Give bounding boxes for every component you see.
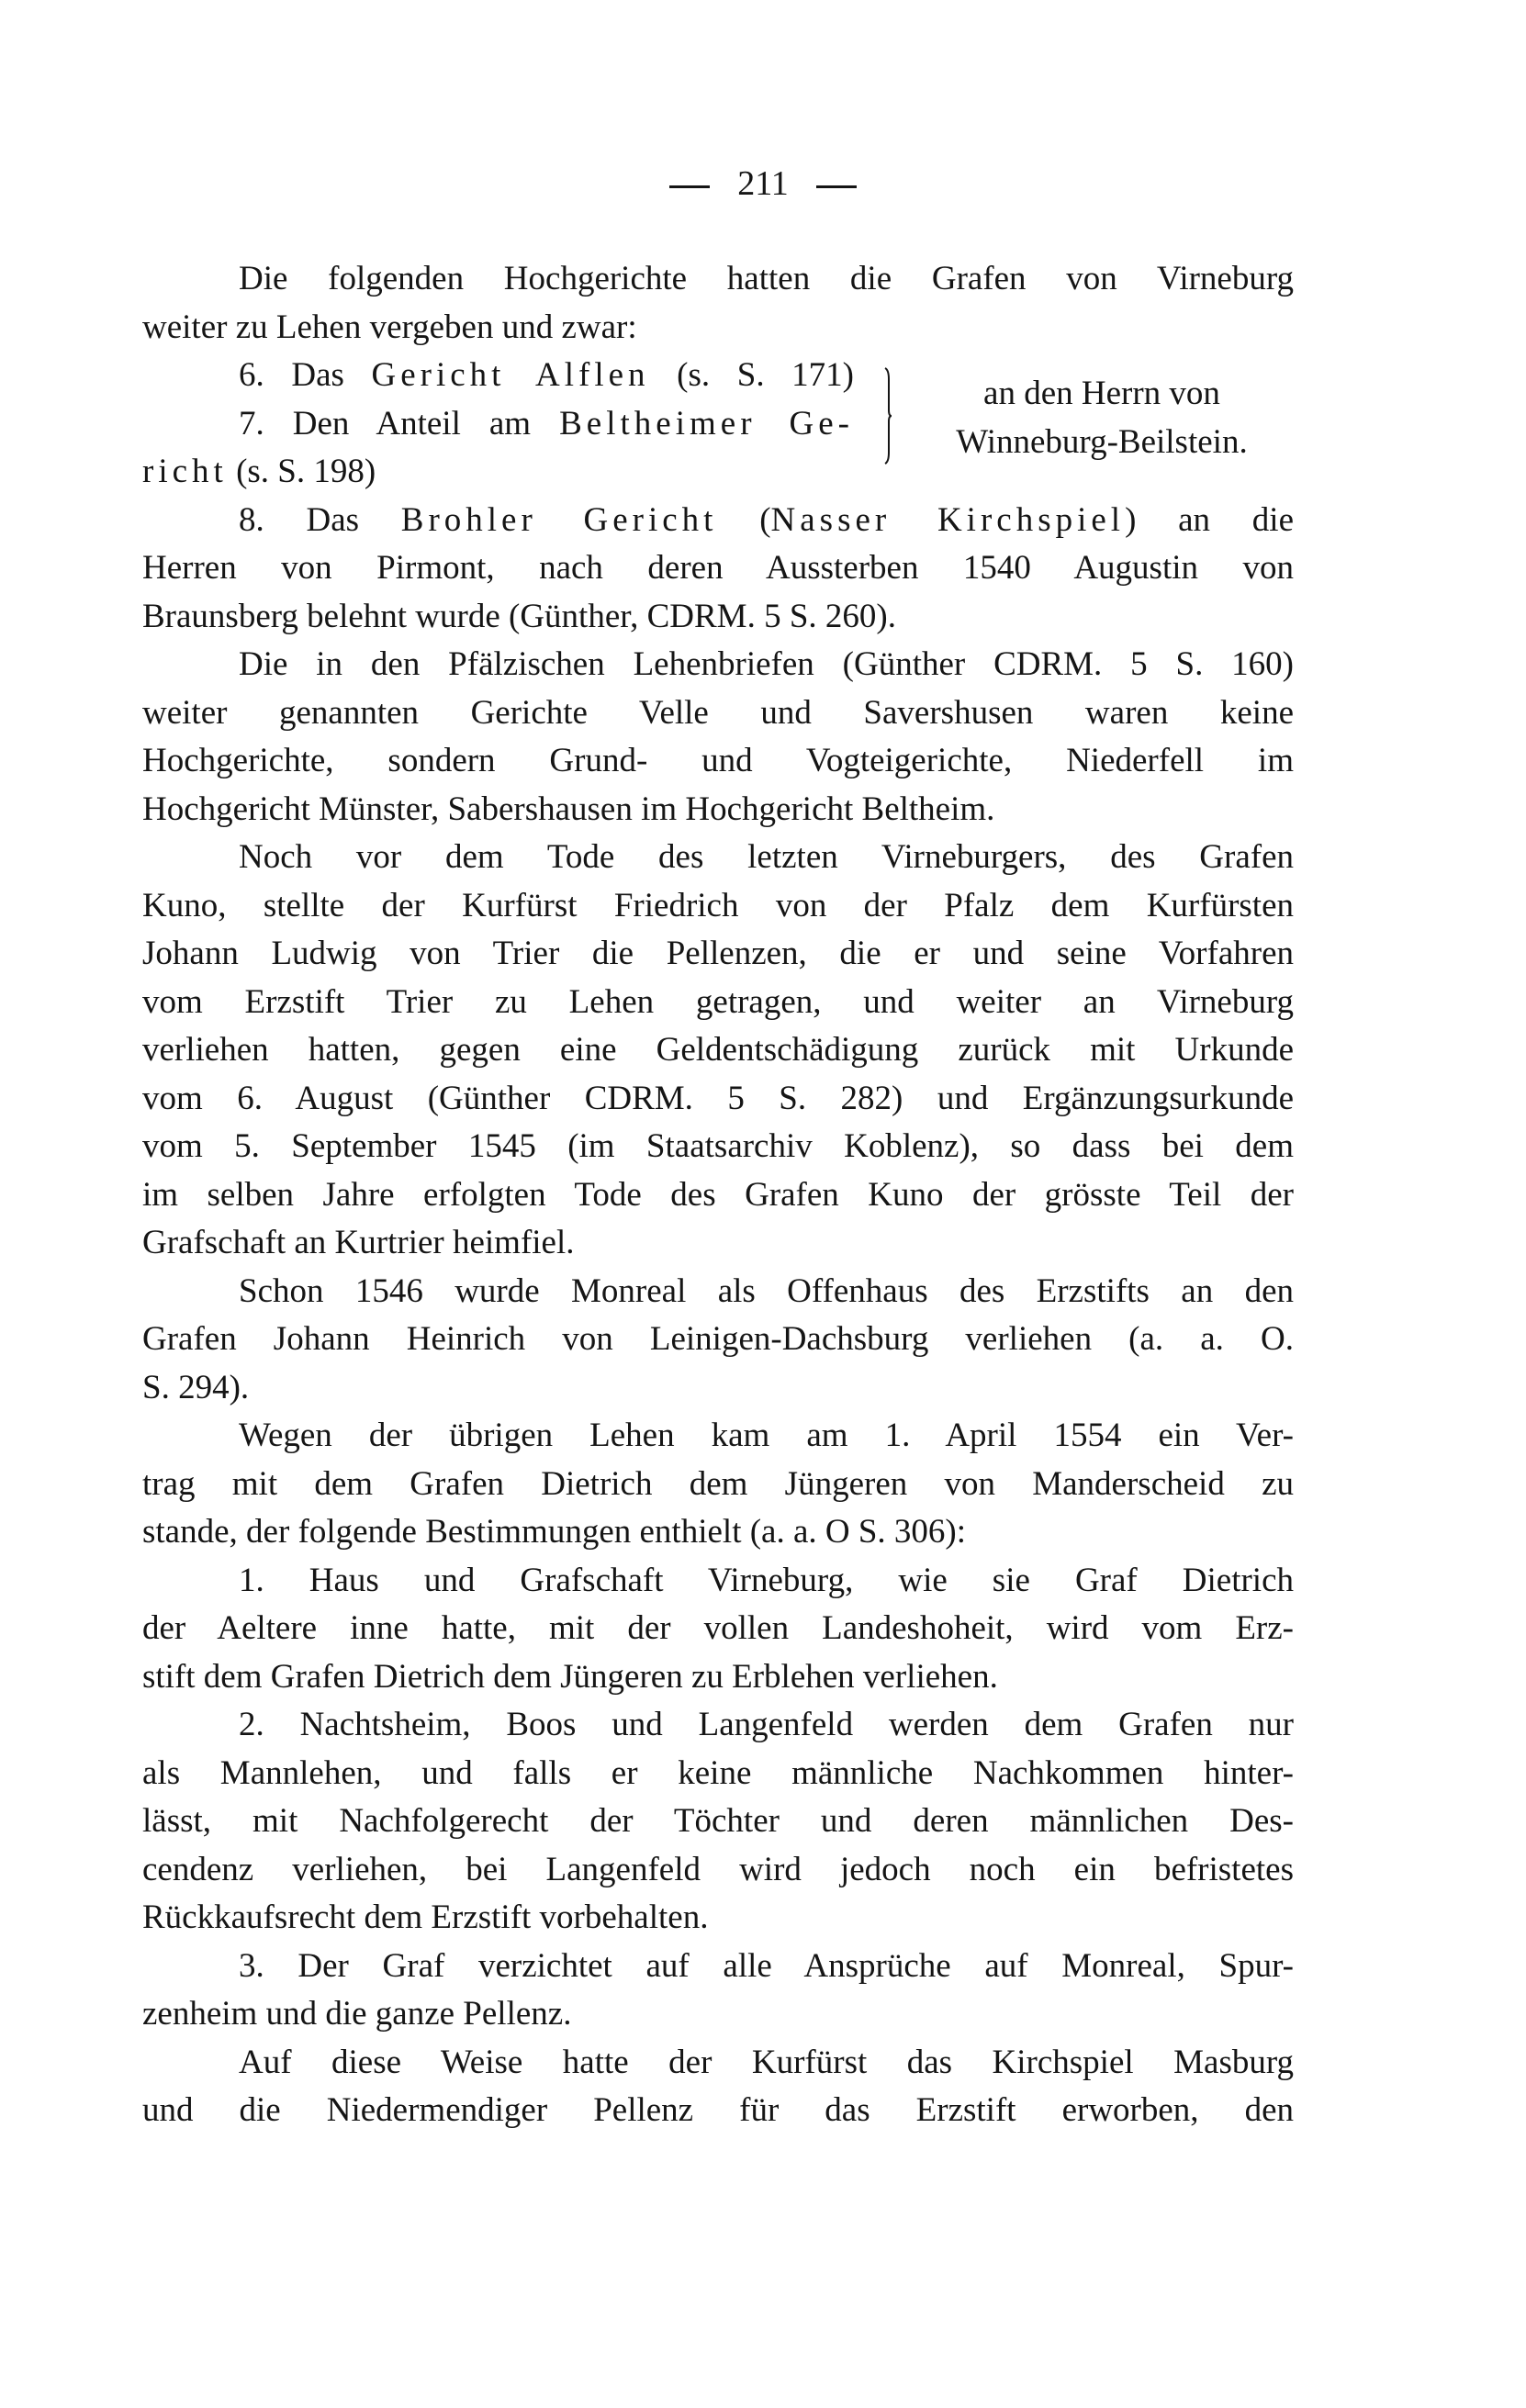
text-line <box>142 1171 1294 1220</box>
text-segment: Auf diese Weise hatte der Kurfürst das Kirchspiel Masburg <box>239 2043 1294 2081</box>
text-segment: S. 294). <box>142 1368 250 1406</box>
text-line <box>142 544 1294 593</box>
text-line <box>142 1268 1294 1316</box>
text-segment: Johann Ludwig von Trier die Pellenzen, die er und seine Vorfahren <box>142 935 1294 972</box>
text-line <box>142 882 1294 931</box>
page-number <box>0 163 1526 204</box>
text-segment: (s. S. 198) <box>227 453 376 490</box>
text-line <box>142 930 1294 979</box>
text-line <box>142 979 1294 1027</box>
text-line <box>142 1894 1294 1943</box>
text-segment: 7. Den Anteil am <box>239 404 560 442</box>
bracket-note-line: an den Herrn von <box>983 375 1220 412</box>
text-segment: Wegen der übrigen Lehen kam am 1. April 1554 ein Ver- <box>239 1417 1294 1454</box>
text-line <box>142 1750 1294 1798</box>
text-segment: Rückkaufsrecht dem Erzstift vorbehalten. <box>142 1898 709 1936</box>
text-line <box>142 1412 1294 1461</box>
text-line <box>142 1798 1294 1846</box>
text-line <box>142 255 1294 304</box>
text-line <box>142 1364 1294 1413</box>
text-segment: vom 6. August (Günther CDRM. 5 S. 282) und Ergänzungsurkunde <box>142 1079 1294 1117</box>
text-segment: Hochgericht Münster, Sabershausen im Hochgericht Beltheim. <box>142 790 995 828</box>
text-segment: ) an die <box>1125 500 1294 539</box>
text-line <box>142 1990 1294 2039</box>
text-segment: (s. S. 171) <box>649 356 855 394</box>
text-segment: 2. Nachtsheim, Boos und Langenfeld werden dem Grafen nur <box>239 1706 1294 1743</box>
text-segment: Kuno, stellte der Kurfürst Friedrich von der Pfalz dem Kurfürsten <box>142 886 1294 924</box>
text-segment: weiter zu Lehen vergeben und zwar: <box>142 308 637 346</box>
spaced-emphasis: Nasser Kirchspiel <box>770 500 1126 539</box>
text-segment: vom 5. September 1545 (im Staatsarchiv Koblenz), so dass bei dem <box>142 1127 1294 1165</box>
text-line <box>142 304 1294 353</box>
text-segment: ( <box>717 500 771 539</box>
text-segment: weiter genannten Gerichte Velle und Savershusen waren keine <box>142 693 1294 732</box>
text-line <box>142 1219 1294 1268</box>
text-segment: 8. Das <box>239 500 401 539</box>
text-line <box>142 2087 1294 2135</box>
text-segment: und die Niedermendiger Pellenz für das Erzstift erworben, den <box>142 2091 1294 2129</box>
text-line <box>142 593 1294 642</box>
bracket-note-line: Winneburg-Beilstein. <box>956 422 1248 461</box>
text-line <box>142 1316 1294 1364</box>
text-segment: 1. Haus und Grafschaft Virneburg, wie sie Graf Dietrich <box>239 1561 1294 1599</box>
text-segment: trag mit dem Grafen Dietrich dem Jüngeren von Manderscheid zu <box>142 1464 1294 1503</box>
dash-left <box>669 185 710 188</box>
text-line <box>142 1461 1294 1509</box>
text-line <box>142 1943 1294 1991</box>
text-line <box>142 1605 1294 1653</box>
text-line <box>142 400 854 449</box>
text-line <box>142 1846 1294 1895</box>
text-segment: Braunsberg belehnt wurde (Günther, CDRM. 5 S. 260). <box>142 597 896 635</box>
brace-bracket <box>883 366 892 465</box>
text-segment: der Aeltere inne hatte, mit der vollen Landeshoheit, wird vom Erz- <box>142 1609 1294 1647</box>
text-line <box>142 689 1294 738</box>
spaced-emphasis: richt <box>142 453 228 490</box>
text-segment: Die folgenden Hochgerichte hatten die Grafen von Virneburg <box>239 260 1294 297</box>
text-segment: Herren von Pirmont, nach deren Aussterben 1540 Augustin von <box>142 549 1294 587</box>
text-segment: verliehen hatten, gegen eine Geldentschädigung zurück mit Urkunde <box>142 1031 1294 1069</box>
text-line <box>142 1123 1294 1171</box>
text-segment: Grafen Johann Heinrich von Leinigen-Dachsburg verliehen (a. a. O. <box>142 1320 1294 1358</box>
text-segment: lässt, mit Nachfolgerecht der Töchter und deren männlichen Des- <box>142 1802 1294 1840</box>
text-segment: Grafschaft an Kurtrier heimfiel. <box>142 1224 575 1261</box>
spaced-emphasis: Gericht Alflen <box>371 356 650 394</box>
text-line <box>142 1026 1294 1075</box>
text-segment: im selben Jahre erfolgten Tode des Grafen Kuno der grösste Teil der <box>142 1175 1294 1214</box>
text-segment: 3. Der Graf verzichtet auf alle Ansprüche auf Monreal, Spur- <box>239 1946 1294 1985</box>
text-segment: 6. Das <box>239 356 372 394</box>
dash-right <box>816 185 857 188</box>
text-line <box>142 448 854 497</box>
text-line <box>142 737 1294 786</box>
text-segment: Hochgerichte, sondern Grund- und Vogteigerichte, Niederfell im <box>142 742 1294 779</box>
text-segment: Schon 1546 wurde Monreal als Offenhaus des Erzstifts an den <box>239 1271 1294 1310</box>
text-line <box>142 641 1294 689</box>
text-segment: Noch vor dem Tode des letzten Virneburgers, des Grafen <box>239 838 1294 876</box>
text-line <box>142 1701 1294 1750</box>
text-line <box>142 786 1294 834</box>
text-line <box>142 1508 1294 1557</box>
bracket-note <box>909 370 1295 466</box>
page-number-text: 211 <box>737 164 789 203</box>
text-line <box>142 1075 1294 1124</box>
spaced-emphasis: Brohler Gericht <box>400 500 718 539</box>
text-line <box>142 834 1294 882</box>
text-segment: stift dem Grafen Dietrich dem Jüngeren zu Erblehen verliehen. <box>142 1657 998 1696</box>
text-line <box>142 2039 1294 2088</box>
text-line <box>142 1557 1294 1606</box>
text-line <box>142 497 1294 545</box>
text-segment: Die in den Pfälzischen Lehenbriefen (Günther CDRM. 5 S. 160) <box>239 645 1294 683</box>
text-segment: zenheim und die ganze Pellenz. <box>142 1995 572 2033</box>
text-segment: als Mannlehen, und falls er keine männliche Nachkommen hinter- <box>142 1753 1294 1792</box>
text-line <box>142 352 854 400</box>
text-segment: vom Erzstift Trier zu Lehen getragen, und weiter an Virneburg <box>142 982 1294 1021</box>
spaced-emphasis: Beltheimer Ge- <box>559 404 854 442</box>
text-line <box>142 1653 1294 1702</box>
body-text <box>142 255 1294 2135</box>
text-segment: stande, der folgende Bestimmungen enthielt (a. a. O S. 306): <box>142 1513 967 1551</box>
text-segment: cendenz verliehen, bei Langenfeld wird jedoch noch ein befristetes <box>142 1850 1294 1888</box>
